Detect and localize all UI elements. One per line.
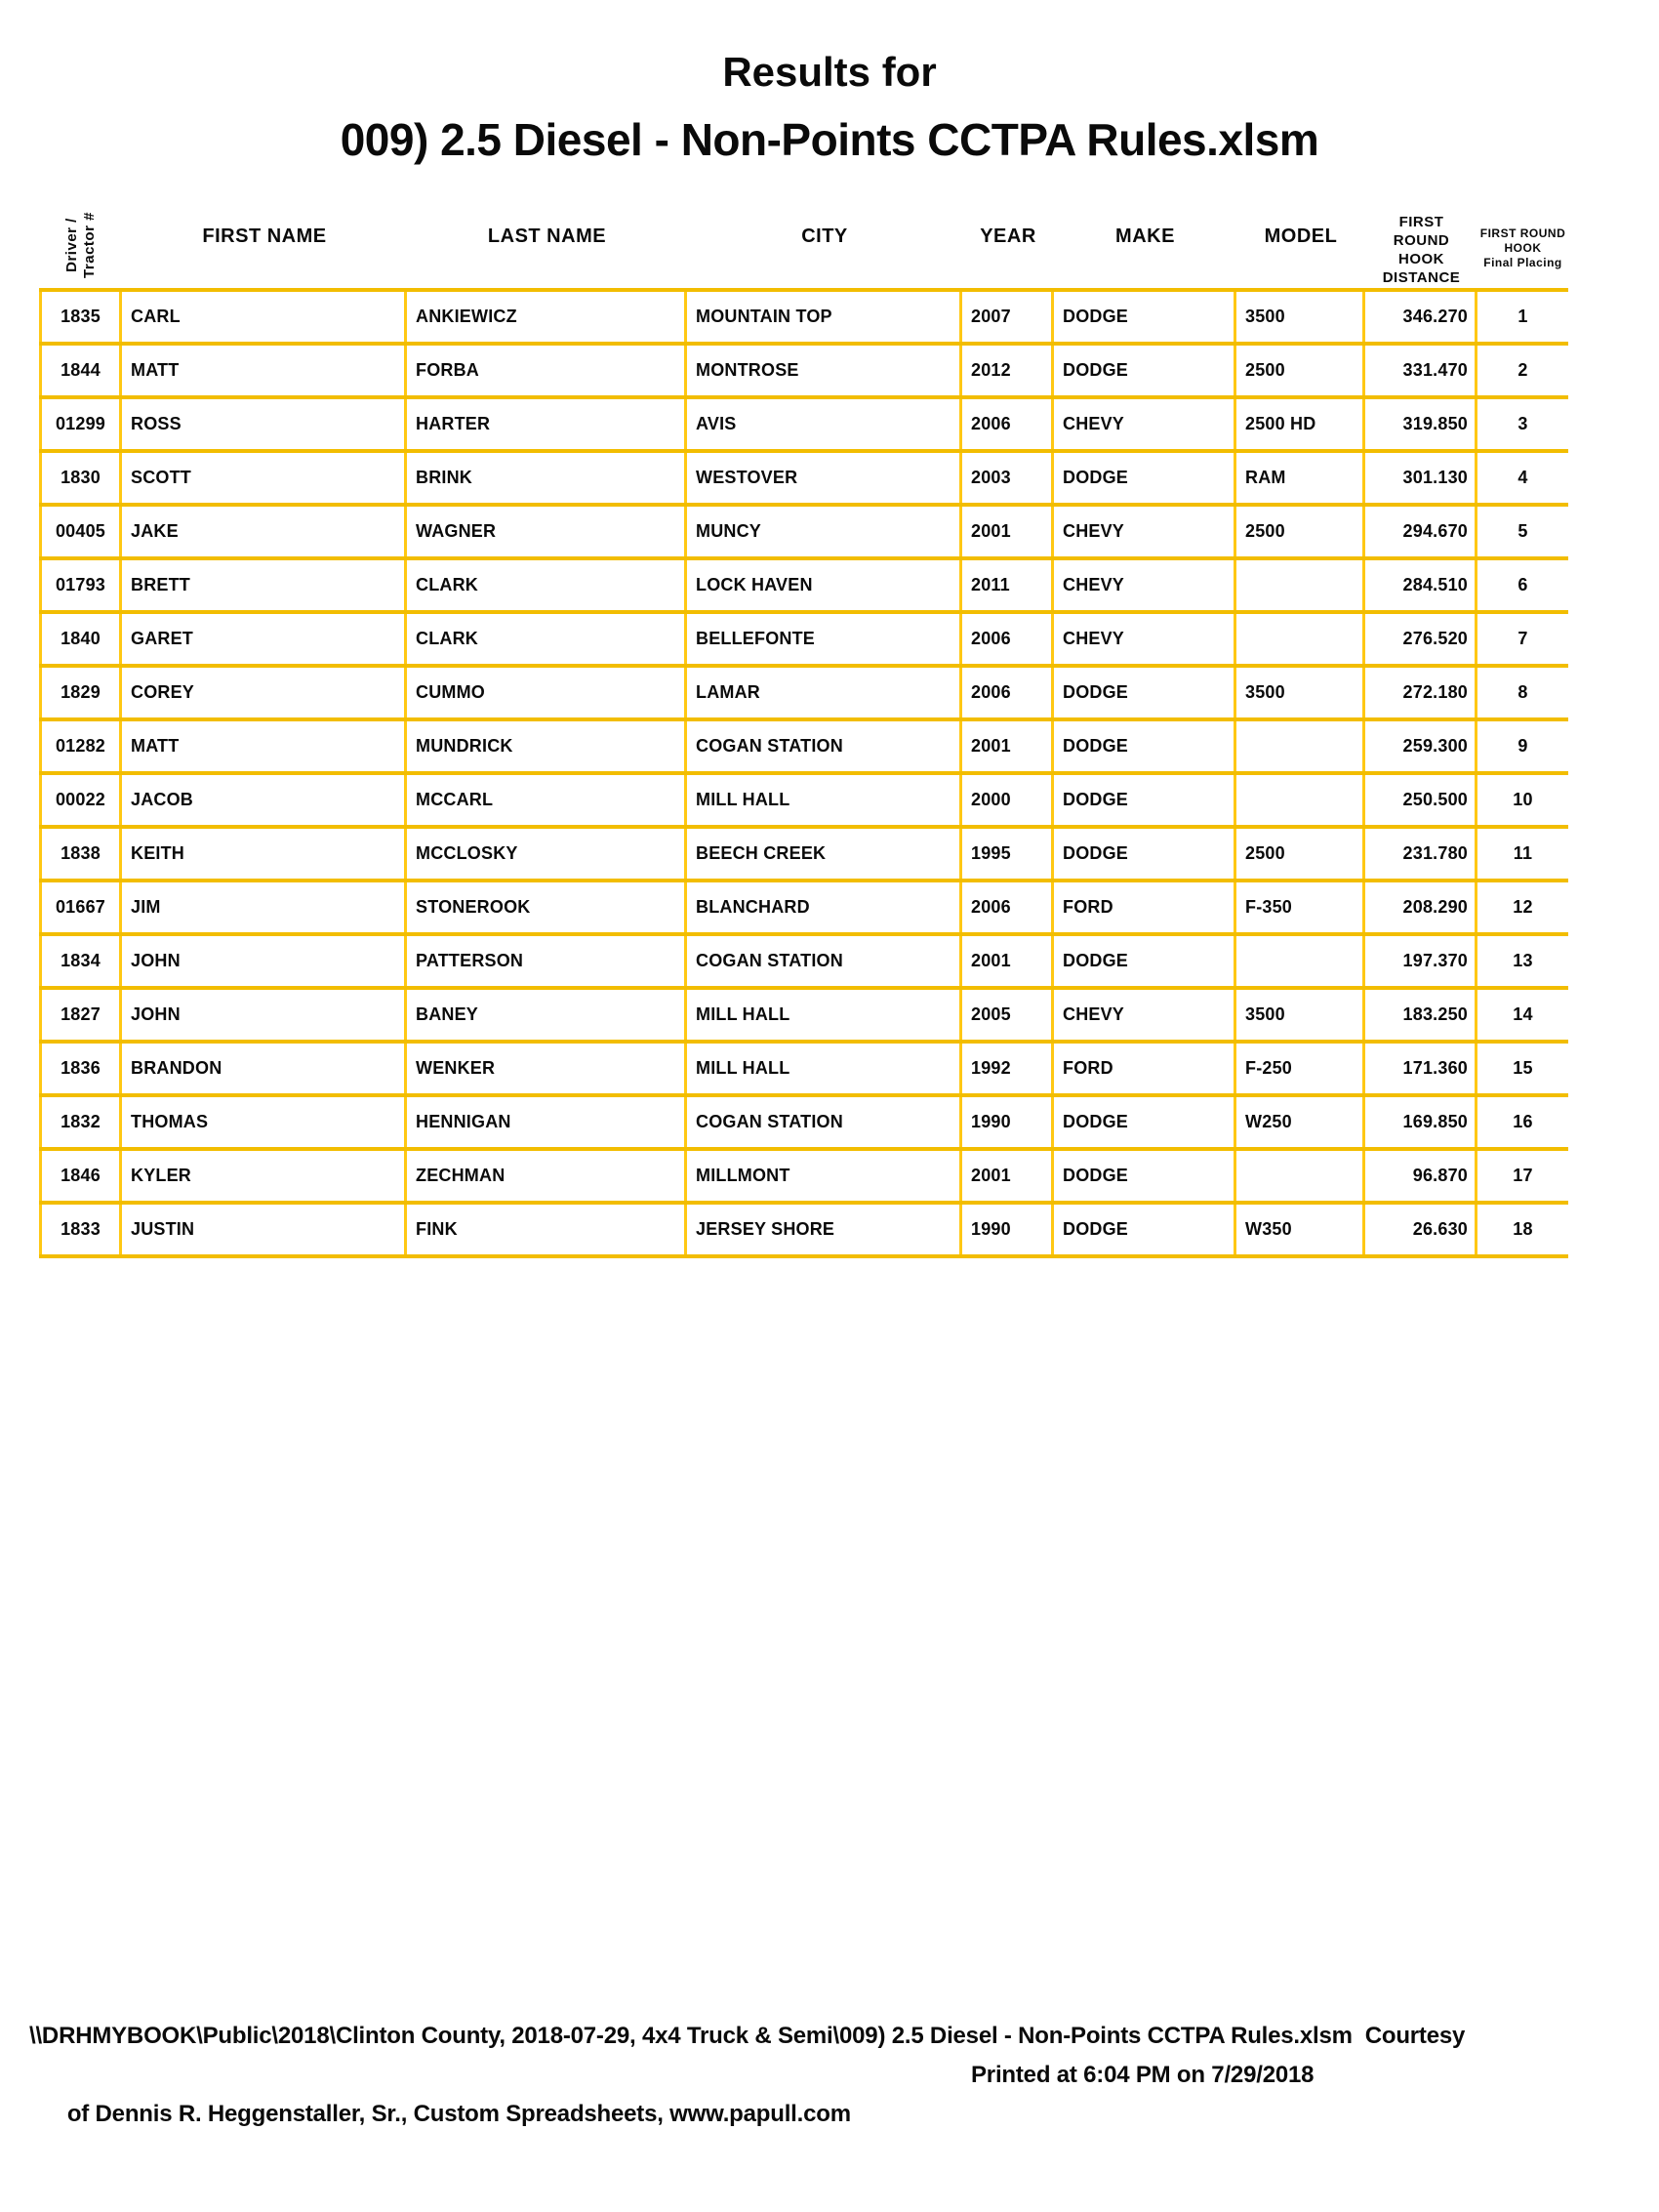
table-row <box>39 556 1568 610</box>
cell-first-name: MATT <box>122 346 407 395</box>
cell-first-round-hook-distance: 346.270 <box>1365 292 1477 342</box>
cell-first-round-hook-distance: 169.850 <box>1365 1097 1477 1147</box>
cell-make: DODGE <box>1054 775 1236 825</box>
cell-first-name: GARET <box>122 614 407 664</box>
cell-year: 2001 <box>962 1151 1054 1201</box>
cell-driver-tractor-number: 01299 <box>39 399 122 449</box>
cell-first-round-hook-distance: 26.630 <box>1365 1205 1477 1254</box>
column-header-first-round-hook-final-placing <box>1477 185 1568 288</box>
cell-make: DODGE <box>1054 453 1236 503</box>
cell-driver-tractor-number: 1832 <box>39 1097 122 1147</box>
cell-last-name: PATTERSON <box>407 936 687 986</box>
cell-first-round-hook-final-placing: 6 <box>1517 575 1528 594</box>
cell-first-round-hook-distance: 197.370 <box>1365 936 1477 986</box>
cell-make: DODGE <box>1054 668 1236 717</box>
cell-city: LOCK HAVEN <box>687 560 962 610</box>
cell-first-round-hook-final-placing: 12 <box>1513 897 1533 917</box>
cell-model: 3500 <box>1236 292 1365 342</box>
cell-first-round-hook-distance: 231.780 <box>1365 829 1477 879</box>
cell-model: 2500 HD <box>1236 399 1365 449</box>
placing-header-line: Final Placing <box>1483 256 1562 269</box>
cell-year: 2003 <box>962 453 1054 503</box>
cell-driver-tractor-number: 1834 <box>39 936 122 986</box>
cell-driver-tractor-number: 00022 <box>39 775 122 825</box>
cell-city: COGAN STATION <box>687 936 962 986</box>
table-row <box>39 825 1568 879</box>
cell-year: 2001 <box>962 721 1054 771</box>
cell-first-name: JUSTIN <box>122 1205 407 1254</box>
column-header-year: YEAR <box>980 225 1036 247</box>
table-row <box>39 1040 1568 1093</box>
cell-first-round-hook-final-placing: 16 <box>1513 1112 1533 1131</box>
results-table <box>39 185 1568 1258</box>
cell-last-name: CLARK <box>407 614 687 664</box>
cell-model: F-250 <box>1236 1044 1365 1093</box>
cell-last-name: WAGNER <box>407 507 687 556</box>
cell-last-name: MCCLOSKY <box>407 829 687 879</box>
cell-make: CHEVY <box>1054 507 1236 556</box>
table-row <box>39 395 1568 449</box>
cell-make: CHEVY <box>1054 560 1236 610</box>
cell-year: 2007 <box>962 292 1054 342</box>
cell-city: BELLEFONTE <box>687 614 962 664</box>
cell-year: 2001 <box>962 507 1054 556</box>
cell-year: 2006 <box>962 882 1054 932</box>
cell-city: MILL HALL <box>687 775 962 825</box>
cell-last-name: FORBA <box>407 346 687 395</box>
distance-header-line: FIRST <box>1398 214 1444 230</box>
cell-city: MONTROSE <box>687 346 962 395</box>
footer-printed-timestamp: Printed at 6:04 PM on 7/29/2018 <box>971 2062 1315 2088</box>
cell-first-round-hook-final-placing: 2 <box>1517 360 1528 380</box>
cell-year: 2000 <box>962 775 1054 825</box>
cell-model: 3500 <box>1236 990 1365 1040</box>
cell-model: RAM <box>1236 453 1365 503</box>
cell-last-name: MCCARL <box>407 775 687 825</box>
cell-driver-tractor-number: 1844 <box>39 346 122 395</box>
cell-year: 1990 <box>962 1097 1054 1147</box>
cell-driver-tractor-number: 1829 <box>39 668 122 717</box>
cell-first-round-hook-distance: 294.670 <box>1365 507 1477 556</box>
cell-last-name: MUNDRICK <box>407 721 687 771</box>
cell-city: BEECH CREEK <box>687 829 962 879</box>
cell-first-name: KYLER <box>122 1151 407 1201</box>
cell-first-name: JAKE <box>122 507 407 556</box>
cell-first-round-hook-final-placing: 8 <box>1517 682 1528 702</box>
cell-first-name: BRANDON <box>122 1044 407 1093</box>
cell-year: 2005 <box>962 990 1054 1040</box>
cell-driver-tractor-number: 1835 <box>39 292 122 342</box>
cell-city: LAMAR <box>687 668 962 717</box>
cell-city: JERSEY SHORE <box>687 1205 962 1254</box>
cell-first-name: CARL <box>122 292 407 342</box>
distance-header-line: DISTANCE <box>1382 269 1461 286</box>
cell-make: DODGE <box>1054 936 1236 986</box>
cell-make: DODGE <box>1054 721 1236 771</box>
table-row <box>39 1201 1568 1254</box>
cell-first-round-hook-final-placing: 10 <box>1513 790 1533 809</box>
cell-city: COGAN STATION <box>687 1097 962 1147</box>
cell-model <box>1236 775 1365 825</box>
cell-city: MUNCY <box>687 507 962 556</box>
cell-year: 2011 <box>962 560 1054 610</box>
distance-header-line: HOOK <box>1398 251 1444 267</box>
table-row <box>39 717 1568 771</box>
cell-city: BLANCHARD <box>687 882 962 932</box>
cell-make: DODGE <box>1054 292 1236 342</box>
cell-driver-tractor-number: 1833 <box>39 1205 122 1254</box>
cell-model: F-350 <box>1236 882 1365 932</box>
cell-year: 2001 <box>962 936 1054 986</box>
cell-year: 1992 <box>962 1044 1054 1093</box>
column-header-make: MAKE <box>1115 225 1175 247</box>
cell-make: FORD <box>1054 1044 1236 1093</box>
cell-make: DODGE <box>1054 829 1236 879</box>
cell-driver-tractor-number: 1827 <box>39 990 122 1040</box>
table-row <box>39 288 1568 342</box>
cell-city: WESTOVER <box>687 453 962 503</box>
table-row <box>39 503 1568 556</box>
cell-model: 2500 <box>1236 829 1365 879</box>
cell-model <box>1236 560 1365 610</box>
footer-line2 <box>29 2056 1639 2212</box>
table-row <box>39 342 1568 395</box>
cell-first-name: COREY <box>122 668 407 717</box>
cell-first-round-hook-distance: 272.180 <box>1365 668 1477 717</box>
cell-model: W350 <box>1236 1205 1365 1254</box>
cell-make: CHEVY <box>1054 990 1236 1040</box>
cell-first-round-hook-distance: 319.850 <box>1365 399 1477 449</box>
cell-first-round-hook-final-placing: 14 <box>1513 1004 1533 1024</box>
table-row <box>39 449 1568 503</box>
cell-first-round-hook-final-placing: 15 <box>1513 1058 1533 1078</box>
column-header-last-name: LAST NAME <box>487 225 607 247</box>
cell-last-name: HENNIGAN <box>407 1097 687 1147</box>
cell-make: DODGE <box>1054 1151 1236 1201</box>
cell-first-round-hook-final-placing: 9 <box>1517 736 1528 756</box>
column-header-first-name: FIRST NAME <box>202 225 327 247</box>
cell-last-name: CUMMO <box>407 668 687 717</box>
cell-model: 2500 <box>1236 346 1365 395</box>
cell-driver-tractor-number: 01793 <box>39 560 122 610</box>
table-row <box>39 771 1568 825</box>
column-header-model: MODEL <box>1264 225 1338 247</box>
cell-model <box>1236 721 1365 771</box>
cell-model: 3500 <box>1236 668 1365 717</box>
table-row <box>39 664 1568 717</box>
column-header-first-round-hook-distance <box>1365 185 1477 288</box>
cell-driver-tractor-number: 01282 <box>39 721 122 771</box>
driver-header-line1: Driver / <box>62 218 80 272</box>
table-header-row <box>39 185 1568 288</box>
cell-first-name: MATT <box>122 721 407 771</box>
cell-last-name: STONEROOK <box>407 882 687 932</box>
cell-last-name: ANKIEWICZ <box>407 292 687 342</box>
cell-first-round-hook-final-placing: 13 <box>1513 951 1533 970</box>
cell-make: FORD <box>1054 882 1236 932</box>
cell-last-name: FINK <box>407 1205 687 1254</box>
cell-last-name: CLARK <box>407 560 687 610</box>
cell-model: W250 <box>1236 1097 1365 1147</box>
cell-city: MOUNTAIN TOP <box>687 292 962 342</box>
cell-year: 2006 <box>962 399 1054 449</box>
cell-first-name: ROSS <box>122 399 407 449</box>
cell-last-name: HARTER <box>407 399 687 449</box>
cell-first-round-hook-final-placing: 17 <box>1513 1166 1533 1185</box>
cell-make: DODGE <box>1054 1205 1236 1254</box>
cell-first-name: JOHN <box>122 990 407 1040</box>
cell-first-name: THOMAS <box>122 1097 407 1147</box>
cell-first-round-hook-distance: 96.870 <box>1365 1151 1477 1201</box>
cell-first-name: KEITH <box>122 829 407 879</box>
table-row <box>39 879 1568 932</box>
footer-file-path: \\DRHMYBOOK\Public\2018\Clinton County, 2018-07-29, 4x4 Truck & Semi\009) 2.5 Diesel - Non-Points CCTPA Rules.xlsm Courtesy <box>29 2023 1466 2049</box>
cell-city: MILLMONT <box>687 1151 962 1201</box>
cell-city: COGAN STATION <box>687 721 962 771</box>
cell-make: DODGE <box>1054 346 1236 395</box>
driver-header-line2: Tractor # <box>80 211 98 278</box>
cell-last-name: BRINK <box>407 453 687 503</box>
cell-last-name: WENKER <box>407 1044 687 1093</box>
cell-first-round-hook-final-placing: 11 <box>1513 843 1533 863</box>
cell-first-name: JACOB <box>122 775 407 825</box>
cell-city: MILL HALL <box>687 1044 962 1093</box>
cell-first-round-hook-distance: 208.290 <box>1365 882 1477 932</box>
cell-year: 1990 <box>962 1205 1054 1254</box>
page-footer <box>29 2017 1639 2212</box>
cell-driver-tractor-number: 01667 <box>39 882 122 932</box>
table-body <box>39 288 1568 1258</box>
report-title-line1: Results for <box>722 49 937 95</box>
placing-header-line: HOOK <box>1504 241 1542 255</box>
footer-courtesy-text: of Dennis R. Heggenstaller, Sr., Custom Spreadsheets, www.papull.com <box>66 2101 851 2127</box>
report-title-line2: 009) 2.5 Diesel - Non-Points CCTPA Rules.xlsm <box>340 114 1319 165</box>
cell-first-round-hook-distance: 171.360 <box>1365 1044 1477 1093</box>
cell-first-round-hook-distance: 259.300 <box>1365 721 1477 771</box>
table-row <box>39 610 1568 664</box>
cell-model: 2500 <box>1236 507 1365 556</box>
table-row <box>39 1147 1568 1201</box>
rotated-header-text <box>63 212 99 278</box>
cell-driver-tractor-number: 1846 <box>39 1151 122 1201</box>
cell-first-round-hook-final-placing: 5 <box>1517 521 1528 541</box>
cell-year: 2006 <box>962 614 1054 664</box>
cell-first-round-hook-final-placing: 4 <box>1517 468 1528 487</box>
cell-first-name: JIM <box>122 882 407 932</box>
table-row <box>39 1093 1568 1147</box>
cell-first-name: BRETT <box>122 560 407 610</box>
cell-year: 2006 <box>962 668 1054 717</box>
cell-first-round-hook-final-placing: 18 <box>1513 1219 1533 1239</box>
cell-year: 2012 <box>962 346 1054 395</box>
column-header-city: CITY <box>801 225 848 247</box>
cell-year: 1995 <box>962 829 1054 879</box>
cell-driver-tractor-number: 1830 <box>39 453 122 503</box>
cell-last-name: ZECHMAN <box>407 1151 687 1201</box>
cell-driver-tractor-number: 00405 <box>39 507 122 556</box>
cell-first-round-hook-final-placing: 7 <box>1517 629 1528 648</box>
cell-first-round-hook-final-placing: 1 <box>1517 307 1528 326</box>
cell-city: MILL HALL <box>687 990 962 1040</box>
table-row <box>39 932 1568 986</box>
cell-first-round-hook-distance: 250.500 <box>1365 775 1477 825</box>
column-header-driver-tractor-number <box>39 185 122 288</box>
cell-first-round-hook-distance: 284.510 <box>1365 560 1477 610</box>
cell-last-name: BANEY <box>407 990 687 1040</box>
cell-first-name: JOHN <box>122 936 407 986</box>
cell-first-round-hook-final-placing: 3 <box>1517 414 1528 433</box>
table-row <box>39 986 1568 1040</box>
cell-model <box>1236 936 1365 986</box>
cell-make: CHEVY <box>1054 399 1236 449</box>
cell-model <box>1236 1151 1365 1201</box>
placing-header-line: FIRST ROUND <box>1479 226 1566 240</box>
cell-first-round-hook-distance: 276.520 <box>1365 614 1477 664</box>
cell-first-round-hook-distance: 331.470 <box>1365 346 1477 395</box>
cell-first-round-hook-distance: 301.130 <box>1365 453 1477 503</box>
cell-city: AVIS <box>687 399 962 449</box>
distance-header-line: ROUND <box>1393 232 1450 249</box>
cell-make: DODGE <box>1054 1097 1236 1147</box>
cell-model <box>1236 614 1365 664</box>
cell-first-name: SCOTT <box>122 453 407 503</box>
cell-first-round-hook-distance: 183.250 <box>1365 990 1477 1040</box>
cell-driver-tractor-number: 1838 <box>39 829 122 879</box>
cell-driver-tractor-number: 1840 <box>39 614 122 664</box>
cell-make: CHEVY <box>1054 614 1236 664</box>
cell-driver-tractor-number: 1836 <box>39 1044 122 1093</box>
